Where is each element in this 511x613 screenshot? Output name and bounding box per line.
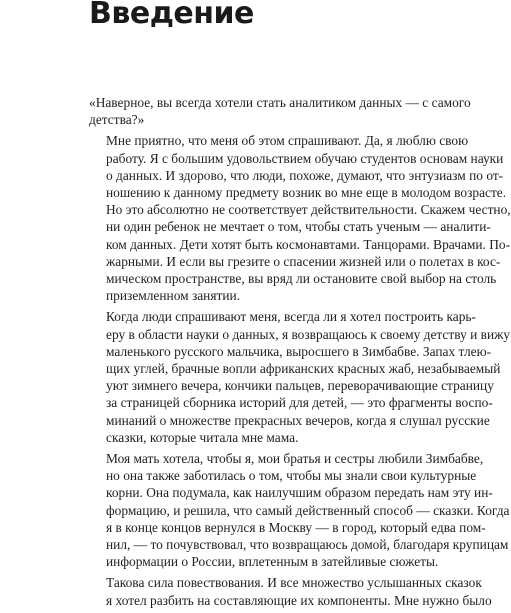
text-line: я в конце концов вернулся в Москву — в город, который едва пом- xyxy=(106,519,486,535)
paragraph xyxy=(89,574,492,608)
text-line: о данных. И здорово, что люди, похоже, думают, что энтузиазм по от- xyxy=(106,167,504,183)
text-line: минаний о множестве прекрасных вечеров, когда я слушал русские xyxy=(106,412,490,428)
body-text xyxy=(89,94,511,613)
text-line: «Наверное, вы всегда хотели стать аналитиком данных — с самого xyxy=(89,95,471,110)
text-line: я хотел разбить на составляющие их компоненты. Мне нужно было xyxy=(106,592,492,608)
text-line: щих углей, брачные вопли африканских красных жаб, незабываемый xyxy=(106,361,501,377)
text-line: жарными. И если вы грезите о спасении жизней или о полетах в кос- xyxy=(106,253,501,269)
text-line: еру в области науки о данных, я возвращаюсь к своему детству и вижу xyxy=(106,326,511,342)
text-line: детства?» xyxy=(89,112,145,128)
text-line: Моя мать хотела, чтобы я, мои братья и сестры любили Зимбабве, xyxy=(106,451,484,467)
paragraph xyxy=(89,450,510,570)
text-line: ни один ребенок не мечтает о том, чтобы стать ученым — аналити- xyxy=(106,219,491,235)
text-line: мическом пространстве, вы вряд ли остановите свой выбор на столь xyxy=(106,271,497,287)
text-line: Когда люди спрашивают меня, всегда ли я хотел построить карь- xyxy=(106,309,476,325)
text-line: информации о России, вплетенным в затейливые сюжеты. xyxy=(106,554,439,570)
text-line: ком данных. Дети хотят быть космонавтами. Танцорами. Врачами. По- xyxy=(106,236,511,252)
paragraph xyxy=(89,308,511,446)
paragraph xyxy=(89,132,511,304)
text-line: Мне приятно, что меня об этом спрашивают. Да, я люблю свою xyxy=(106,133,469,149)
text-line: маленького русского мальчика, выросшего в Зимбабве. Запах тлею- xyxy=(106,343,492,359)
chapter-title: Введение xyxy=(89,0,254,31)
text-line: но она также заботилась о том, чтобы мы знали свои культурные xyxy=(106,468,477,484)
text-line: за страницей сборника историй для детей, — это фрагменты воспо- xyxy=(106,395,493,411)
text-line: сказки, которые читала мне мама. xyxy=(106,429,299,445)
text-line: работу. Я с большим удовольствием обучаю студентов основам науки xyxy=(106,150,504,166)
text-line: корни. Она подумала, как наилучшим образом передать нам эту ин- xyxy=(106,485,493,501)
text-line: нил, — то почувствовал, что возвращаюсь домой, благодаря крупицам xyxy=(106,537,509,553)
text-line: Но это абсолютно не соответствует действительности. Скажем честно, xyxy=(106,202,511,218)
text-line: приземленном занятии. xyxy=(106,288,241,304)
text-line: ношению к данному предмету возник во мне еще в молодом возрасте. xyxy=(106,185,507,201)
text-line: Такова сила повествования. И все множество услышанных сказок xyxy=(106,575,482,591)
text-line: уют зимнего вечера, кончики пальцев, переворачивающие страницу xyxy=(106,378,494,394)
text-line: формацию, и решила, что самый действенный способ — сказки. Когда xyxy=(106,502,510,518)
paragraph xyxy=(89,94,471,128)
